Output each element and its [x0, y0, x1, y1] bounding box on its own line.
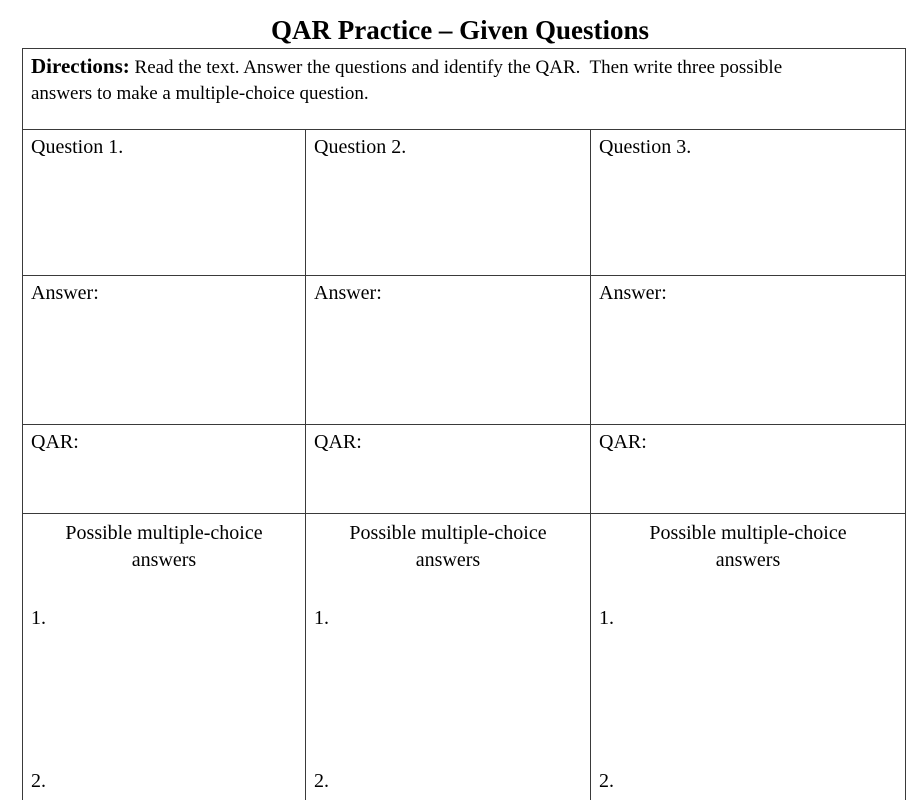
- answer-1-label: Answer:: [31, 282, 99, 304]
- mc-3-item-2: 2.: [599, 770, 614, 792]
- mc-1-item-1: 1.: [31, 607, 46, 629]
- qar-row: [23, 425, 906, 514]
- question-1-cell: [23, 130, 306, 276]
- answer-2-label: Answer:: [314, 282, 382, 304]
- qar-worksheet-table: [22, 48, 906, 800]
- answer-3-cell: [591, 276, 906, 425]
- directions-label: Directions:: [31, 54, 130, 78]
- qar-2-label: QAR:: [314, 431, 362, 453]
- page-title: QAR Practice – Given Questions: [271, 15, 649, 45]
- directions-body: Read the text. Answer the questions and identify the QAR. Then write three possible answers to make a multiple-choice question.: [31, 57, 787, 104]
- qar-3-cell: [591, 425, 906, 514]
- mc-2-heading: Possible multiple-choice answers: [349, 522, 547, 571]
- answer-1-cell: [23, 276, 306, 425]
- mc-2-cell: [306, 514, 591, 800]
- mc-3-item-1: 1.: [599, 607, 614, 629]
- answer-row: [23, 276, 906, 425]
- mc-1-cell: [23, 514, 306, 800]
- question-row: [23, 130, 906, 276]
- mc-2-item-1: 1.: [314, 607, 329, 629]
- mc-2-item-2: 2.: [314, 770, 329, 792]
- multiple-choice-row: [23, 514, 906, 800]
- mc-3-heading: Possible multiple-choice answers: [649, 522, 847, 571]
- question-2-cell: [306, 130, 591, 276]
- mc-3-cell: [591, 514, 906, 800]
- mc-1-heading: Possible multiple-choice answers: [65, 522, 263, 571]
- question-3-label: Question 3.: [599, 136, 692, 158]
- qar-1-cell: [23, 425, 306, 514]
- answer-3-label: Answer:: [599, 282, 667, 304]
- directions-text: [31, 53, 823, 107]
- question-2-label: Question 2.: [314, 136, 407, 158]
- mc-1-item-2: 2.: [31, 770, 46, 792]
- question-1-label: Question 1.: [31, 136, 124, 158]
- directions-cell: [23, 49, 906, 130]
- qar-3-label: QAR:: [599, 431, 647, 453]
- qar-1-label: QAR:: [31, 431, 79, 453]
- question-3-cell: [591, 130, 906, 276]
- qar-2-cell: [306, 425, 591, 514]
- directions-row: [23, 49, 906, 130]
- answer-2-cell: [306, 276, 591, 425]
